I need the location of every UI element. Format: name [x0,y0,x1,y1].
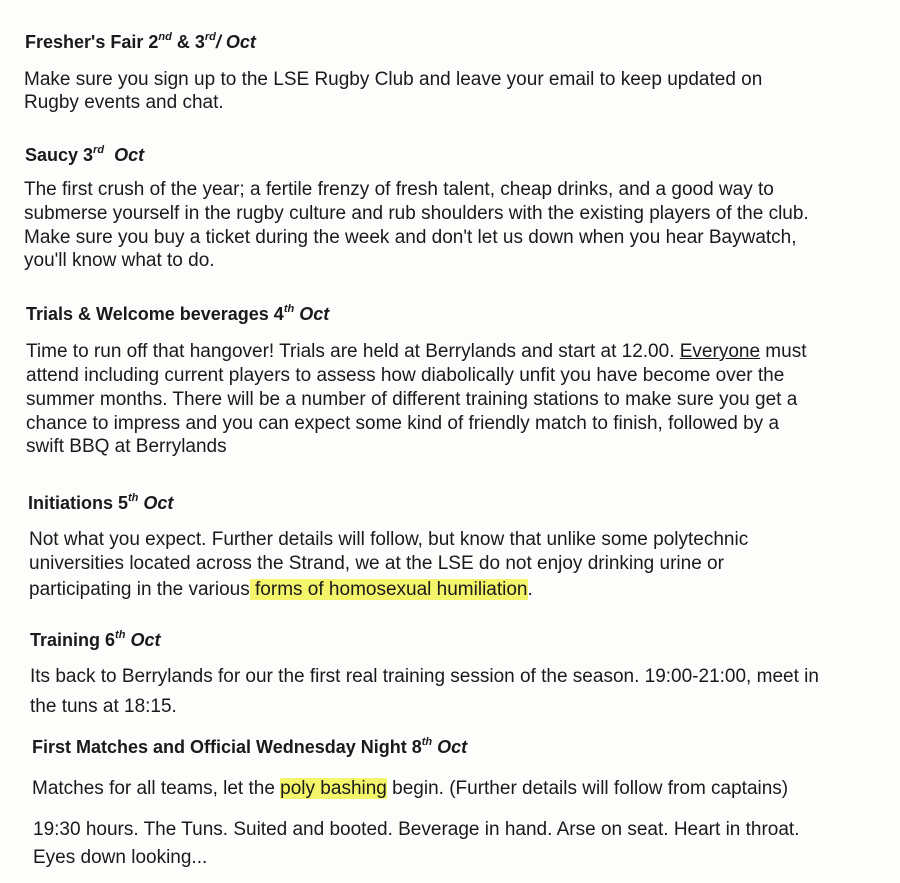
superscript: th [115,629,126,641]
paragraph-line: The first crush of the year; a fertile frenzy of fresh talent, cheap drinks, and a good way to [24,179,774,200]
paragraph-line [26,341,806,363]
heading-training [30,629,160,651]
heading-date: / Oct [215,32,256,52]
highlighted-text: poly bashing [280,778,387,799]
paragraph-line: chance to impress and you can expect some kind of friendly match to finish, followed by a [26,413,780,434]
paragraph-line: submerse yourself in the rugby culture and rub shoulders with the existing players of the club. [24,203,809,224]
heading-first-matches [32,736,467,758]
heading-text: Initiations 5 [28,493,129,513]
highlighted-text: forms of homosexual humiliation [249,579,528,600]
text: Matches for all teams, let the [32,778,281,799]
text: begin. (Further details will follow from captains) [386,778,789,799]
superscript: nd [158,31,172,43]
heading-freshers-fair [25,31,256,53]
superscript: th [128,492,139,504]
heading-initiations [28,492,173,514]
superscript: th [421,736,433,748]
paragraph-line: attend including current players to assess how diabolically unfit you have become over the [26,365,785,386]
paragraph-line: Not what you expect. Further details will follow, but know that unlike some polytechnic [29,529,749,550]
text: . [527,579,533,600]
heading-text: Trials & Welcome beverages 4 [26,304,284,324]
heading-text: Fresher's Fair 2 [25,32,159,52]
text: participating in the various [29,579,250,600]
underlined-text: Everyone [679,341,761,362]
paragraph-line: Make sure you buy a ticket during the week and don't let us down when you hear Baywatch, [24,227,797,248]
text: Time to run off that hangover! Trials are held at Berrylands and start at 12.00. [26,341,680,362]
paragraph-line: Rugby events and chat. [24,92,224,113]
heading-text: First Matches and Official Wednesday Night 8 [32,737,422,757]
paragraph-line: summer months. There will be a number of different training stations to make sure you get a [26,389,798,410]
heading-text: Saucy 3 [25,145,94,165]
heading-text: Training 6 [30,630,116,650]
heading-date: Oct [437,737,468,757]
superscript: th [283,303,295,315]
heading-text: & 3 [171,32,205,52]
paragraph-line: 19:30 hours. The Tuns. Suited and booted. Beverage in hand. Arse on seat. Heart in throat. [33,819,800,840]
heading-trials [26,303,329,325]
heading-date: Oct [299,304,330,324]
paragraph-line: you'll know what to do. [24,250,215,271]
paragraph-line: Make sure you sign up to the LSE Rugby Club and leave your email to keep updated on [24,69,763,90]
paragraph-line: Its back to Berrylands for our the first real training session of the season. 19:00-21:00, meet in [30,666,819,687]
paragraph-line [29,579,533,601]
heading-date: Oct [143,493,174,513]
paragraph-line: universities located across the Strand, we at the LSE do not enjoy drinking urine or [29,553,724,574]
heading-date: Oct [114,145,145,165]
heading-saucy [25,144,144,166]
superscript: rd [204,31,216,43]
paragraph-line: the tuns at 18:15. [30,696,177,717]
paragraph-line: Eyes down looking... [33,847,208,868]
paragraph-line [32,778,788,800]
heading-date: Oct [130,630,161,650]
text: must [760,341,807,362]
paragraph-line: swift BBQ at Berrylands [26,436,227,457]
superscript: rd [93,144,105,156]
